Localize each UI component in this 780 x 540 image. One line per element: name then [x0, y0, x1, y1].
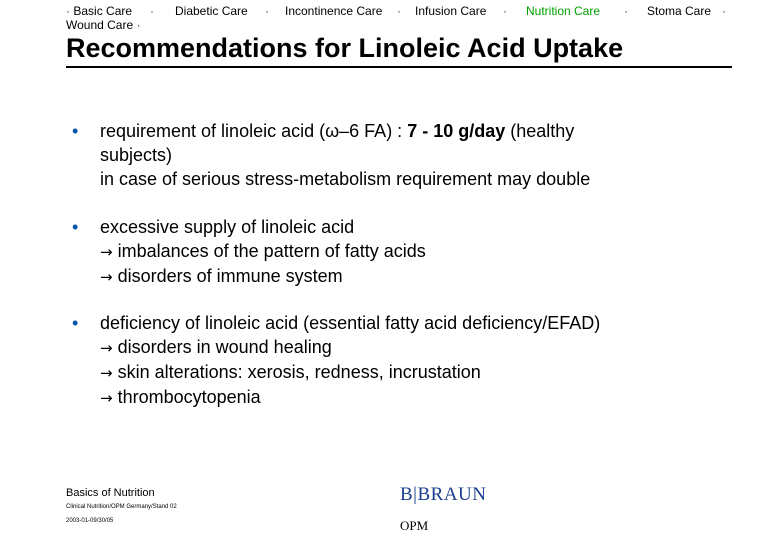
bullet-1-line-1-part-1: requirement of linoleic acid (ω–6 FA) : [100, 121, 408, 141]
bullet-marker: • [72, 121, 79, 141]
nav-item-infusion-care[interactable]: Infusion Care [415, 4, 487, 18]
footer-org: Clinical Nutrition/OPM Germany/Stand 02 [66, 504, 177, 510]
bullet-3-line-2 [100, 335, 600, 360]
bullet-2-line-2 [100, 239, 426, 264]
nav-item-basic-care[interactable]: Basic Care [73, 4, 133, 18]
nav-item-stoma-care-wrap [647, 4, 711, 18]
bullet-3-text [100, 311, 600, 410]
bullet-1-line-3: in case of serious stress-metabolism requirement may double [100, 169, 591, 189]
bullet-2-line-3 [100, 264, 426, 289]
nav-item-wound-care[interactable]: Wound Care [66, 18, 134, 32]
bullet-2-line-1: excessive supply of linoleic acid [100, 217, 355, 237]
nav-item-incontinence-care-wrap [285, 4, 382, 18]
arrow-icon: → [100, 339, 113, 357]
nav-item-incontinence-care[interactable]: Incontinence Care [285, 4, 383, 18]
nav-separator [503, 4, 507, 18]
bullet-1-line-1 [100, 119, 590, 143]
nav-separator: · [503, 4, 507, 18]
bullet-1-line-2: subjects) [100, 145, 173, 165]
nav-row-1 [66, 4, 132, 18]
nav-separator: · [136, 18, 141, 32]
nav-separator [624, 4, 628, 18]
bullet-3-line-3 [100, 360, 600, 385]
bullet-3-line-4 [100, 385, 600, 410]
bullet-3-line-2-text: disorders in wound healing [117, 337, 332, 357]
arrow-icon: → [100, 364, 113, 382]
bullet-1-text [100, 119, 590, 191]
braun-logo: B|BRAUN [400, 484, 487, 505]
arrow-icon: → [100, 268, 113, 286]
bullet-1-highlight: 7 - 10 g/day [407, 121, 506, 141]
footer-opm: OPM [400, 518, 429, 533]
nav-separator: · [397, 4, 401, 18]
nav-item-stoma-care[interactable]: Stoma Care [647, 4, 712, 18]
arrow-icon: → [100, 389, 113, 407]
bullet-3-line-3-text: skin alterations: xerosis, redness, incrustation [117, 362, 481, 382]
bullet-marker: • [72, 313, 79, 333]
nav-separator [265, 4, 269, 18]
nav-item-diabetic-care[interactable]: Diabetic Care [175, 4, 248, 18]
bullet-2-line-3-text: disorders of immune system [117, 266, 343, 286]
nav-item-infusion-care-wrap [415, 4, 486, 18]
nav-separator [150, 4, 154, 18]
nav-separator: · [66, 4, 70, 18]
bullet-1-line-1-part-3: (healthy [505, 121, 575, 141]
footer-course: Basics of Nutrition [66, 487, 155, 499]
bullet-marker: • [72, 217, 79, 237]
nav-separator: · [265, 4, 269, 18]
nav-separator: · [624, 4, 628, 18]
page-title: Recommendations for Linoleic Acid Uptake [66, 32, 732, 68]
nav-separator [722, 4, 726, 18]
nav-item-nutrition-care[interactable]: Nutrition Care [526, 4, 601, 18]
bullet-2-text [100, 215, 426, 289]
bullet-3-line-4-text: thrombocytopenia [117, 387, 261, 407]
nav-item-diabetic-care-wrap [175, 4, 248, 18]
bullet-3-line-1: deficiency of linoleic acid (essential fatty acid deficiency/EFAD) [100, 313, 601, 333]
nav-separator: · [150, 4, 154, 18]
bullet-2-line-2-text: imbalances of the pattern of fatty acids [117, 241, 426, 261]
arrow-icon: → [100, 243, 113, 261]
nav-separator: · [722, 4, 726, 18]
nav-separator [397, 4, 401, 18]
nav-item-nutrition-care-wrap [526, 4, 600, 18]
footer-date: 2003-01-09/30/05 [66, 518, 114, 524]
nav-row-2 [66, 18, 141, 32]
